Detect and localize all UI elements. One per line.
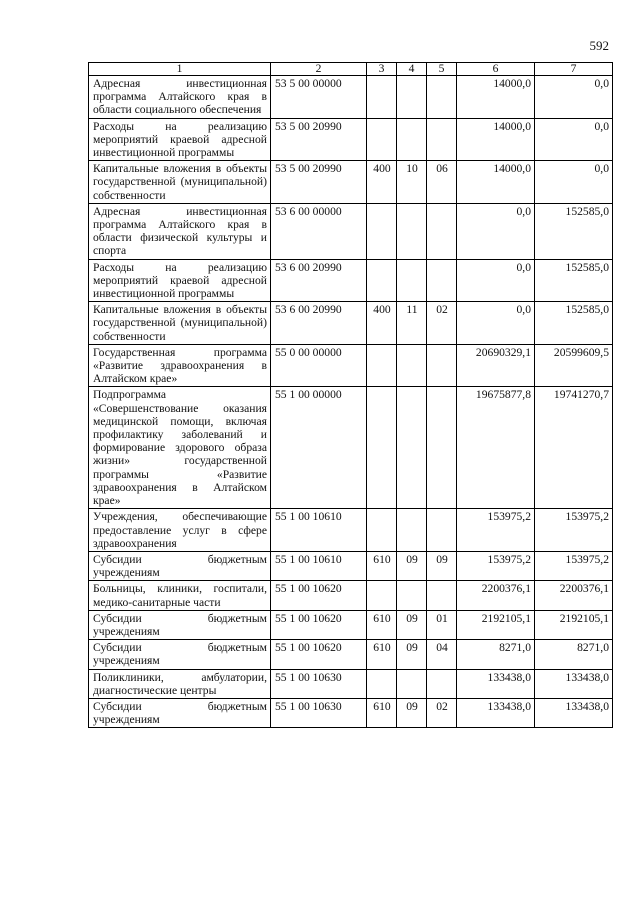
table-row — [89, 509, 613, 552]
table-row — [89, 161, 613, 204]
row-name: Подпрограмма «Совершенствование оказания медицинской помощи, включая профилактику заболеваний и формирование здорового образа жизни» государственной программы «Развитие здравоохранения в Алтайском крае» — [89, 387, 271, 509]
row-col5 — [427, 344, 457, 387]
row-name: Адресная инвестиционная программа Алтайского края в области социального обеспечения — [89, 76, 271, 119]
row-code: 53 6 00 20990 — [271, 302, 367, 345]
row-col4 — [397, 76, 427, 119]
row-value-7: 133438,0 — [535, 669, 613, 698]
row-col3 — [367, 259, 397, 302]
row-value-6: 2200376,1 — [457, 581, 535, 610]
row-col5: 06 — [427, 161, 457, 204]
row-value-6: 14000,0 — [457, 161, 535, 204]
row-name: Поликлиники, амбулатории, диагностические центры — [89, 669, 271, 698]
row-code: 55 1 00 00000 — [271, 387, 367, 509]
column-header: 3 — [367, 63, 397, 76]
row-col4: 11 — [397, 302, 427, 345]
table-row — [89, 387, 613, 509]
row-value-7: 2200376,1 — [535, 581, 613, 610]
row-code: 53 5 00 00000 — [271, 76, 367, 119]
row-col4 — [397, 669, 427, 698]
row-col5: 09 — [427, 551, 457, 580]
row-value-6: 133438,0 — [457, 698, 535, 727]
row-col5 — [427, 669, 457, 698]
row-value-7: 0,0 — [535, 161, 613, 204]
row-value-6: 0,0 — [457, 302, 535, 345]
row-col4 — [397, 203, 427, 259]
row-col4: 09 — [397, 551, 427, 580]
row-col5 — [427, 259, 457, 302]
row-name: Расходы на реализацию мероприятий краевой адресной инвестиционной программы — [89, 259, 271, 302]
row-name: Субсидии бюджетным учреждениям — [89, 610, 271, 639]
row-col5 — [427, 581, 457, 610]
row-col5 — [427, 509, 457, 552]
row-value-7: 19741270,7 — [535, 387, 613, 509]
row-name: Расходы на реализацию мероприятий краевой адресной инвестиционной программы — [89, 118, 271, 161]
row-value-7: 153975,2 — [535, 509, 613, 552]
column-header: 2 — [271, 63, 367, 76]
column-header: 1 — [89, 63, 271, 76]
row-col3 — [367, 581, 397, 610]
row-code: 53 5 00 20990 — [271, 118, 367, 161]
row-col4: 09 — [397, 610, 427, 639]
row-col4: 09 — [397, 698, 427, 727]
row-value-7: 152585,0 — [535, 203, 613, 259]
row-value-6: 2192105,1 — [457, 610, 535, 639]
table-row — [89, 669, 613, 698]
row-name: Государственная программа «Развитие здравоохранения в Алтайском крае» — [89, 344, 271, 387]
row-col4 — [397, 387, 427, 509]
row-code: 53 6 00 20990 — [271, 259, 367, 302]
row-col4 — [397, 581, 427, 610]
row-value-6: 8271,0 — [457, 640, 535, 669]
table-row — [89, 610, 613, 639]
row-value-6: 133438,0 — [457, 669, 535, 698]
row-col5 — [427, 203, 457, 259]
row-col4 — [397, 118, 427, 161]
budget-table — [88, 62, 613, 728]
row-value-7: 152585,0 — [535, 302, 613, 345]
row-col5: 01 — [427, 610, 457, 639]
table-row — [89, 259, 613, 302]
header-row — [89, 63, 613, 76]
row-code: 55 1 00 10610 — [271, 551, 367, 580]
row-col5 — [427, 118, 457, 161]
row-col3: 610 — [367, 551, 397, 580]
row-code: 55 1 00 10620 — [271, 581, 367, 610]
table-row — [89, 698, 613, 727]
row-value-6: 14000,0 — [457, 76, 535, 119]
row-code: 55 1 00 10610 — [271, 509, 367, 552]
row-value-6: 153975,2 — [457, 551, 535, 580]
row-name: Учреждения, обеспечивающие предоставление услуг в сфере здравоохранения — [89, 509, 271, 552]
table-row — [89, 203, 613, 259]
row-code: 55 1 00 10630 — [271, 698, 367, 727]
row-name: Адресная инвестиционная программа Алтайского края в области физической культуры и спорта — [89, 203, 271, 259]
row-name: Капитальные вложения в объекты государственной (муниципальной) собственности — [89, 302, 271, 345]
table-row — [89, 640, 613, 669]
row-col3 — [367, 509, 397, 552]
row-col4 — [397, 259, 427, 302]
row-col4: 09 — [397, 640, 427, 669]
row-code: 55 1 00 10620 — [271, 640, 367, 669]
row-col5: 02 — [427, 302, 457, 345]
row-col5 — [427, 76, 457, 119]
row-name: Субсидии бюджетным учреждениям — [89, 640, 271, 669]
column-header: 5 — [427, 63, 457, 76]
row-code: 55 0 00 00000 — [271, 344, 367, 387]
row-col5 — [427, 387, 457, 509]
row-value-6: 19675877,8 — [457, 387, 535, 509]
row-col3 — [367, 203, 397, 259]
table-row — [89, 302, 613, 345]
column-header: 4 — [397, 63, 427, 76]
table-row — [89, 118, 613, 161]
row-col3 — [367, 669, 397, 698]
row-value-7: 152585,0 — [535, 259, 613, 302]
row-col3: 400 — [367, 302, 397, 345]
row-col4 — [397, 344, 427, 387]
row-value-7: 0,0 — [535, 118, 613, 161]
table-row — [89, 581, 613, 610]
row-col3: 400 — [367, 161, 397, 204]
column-header: 7 — [535, 63, 613, 76]
row-col3: 610 — [367, 610, 397, 639]
row-value-7: 2192105,1 — [535, 610, 613, 639]
row-name: Больницы, клиники, госпитали, медико-санитарные части — [89, 581, 271, 610]
row-col5: 02 — [427, 698, 457, 727]
row-code: 55 1 00 10620 — [271, 610, 367, 639]
row-col3 — [367, 387, 397, 509]
row-col3 — [367, 76, 397, 119]
row-value-7: 0,0 — [535, 76, 613, 119]
row-code: 55 1 00 10630 — [271, 669, 367, 698]
row-value-6: 20690329,1 — [457, 344, 535, 387]
row-col3: 610 — [367, 698, 397, 727]
row-code: 53 6 00 00000 — [271, 203, 367, 259]
row-name: Субсидии бюджетным учреждениям — [89, 551, 271, 580]
row-col3: 610 — [367, 640, 397, 669]
table-row — [89, 76, 613, 119]
row-value-6: 14000,0 — [457, 118, 535, 161]
table-row — [89, 344, 613, 387]
row-value-7: 153975,2 — [535, 551, 613, 580]
row-col4: 10 — [397, 161, 427, 204]
row-value-6: 0,0 — [457, 203, 535, 259]
row-name: Капитальные вложения в объекты государственной (муниципальной) собственности — [89, 161, 271, 204]
page-number: 592 — [589, 38, 609, 53]
row-col3 — [367, 118, 397, 161]
row-col3 — [367, 344, 397, 387]
row-name: Субсидии бюджетным учреждениям — [89, 698, 271, 727]
table-row — [89, 551, 613, 580]
column-header: 6 — [457, 63, 535, 76]
row-code: 53 5 00 20990 — [271, 161, 367, 204]
row-col5: 04 — [427, 640, 457, 669]
row-value-7: 8271,0 — [535, 640, 613, 669]
row-col4 — [397, 509, 427, 552]
row-value-6: 0,0 — [457, 259, 535, 302]
row-value-6: 153975,2 — [457, 509, 535, 552]
row-value-7: 133438,0 — [535, 698, 613, 727]
row-value-7: 20599609,5 — [535, 344, 613, 387]
